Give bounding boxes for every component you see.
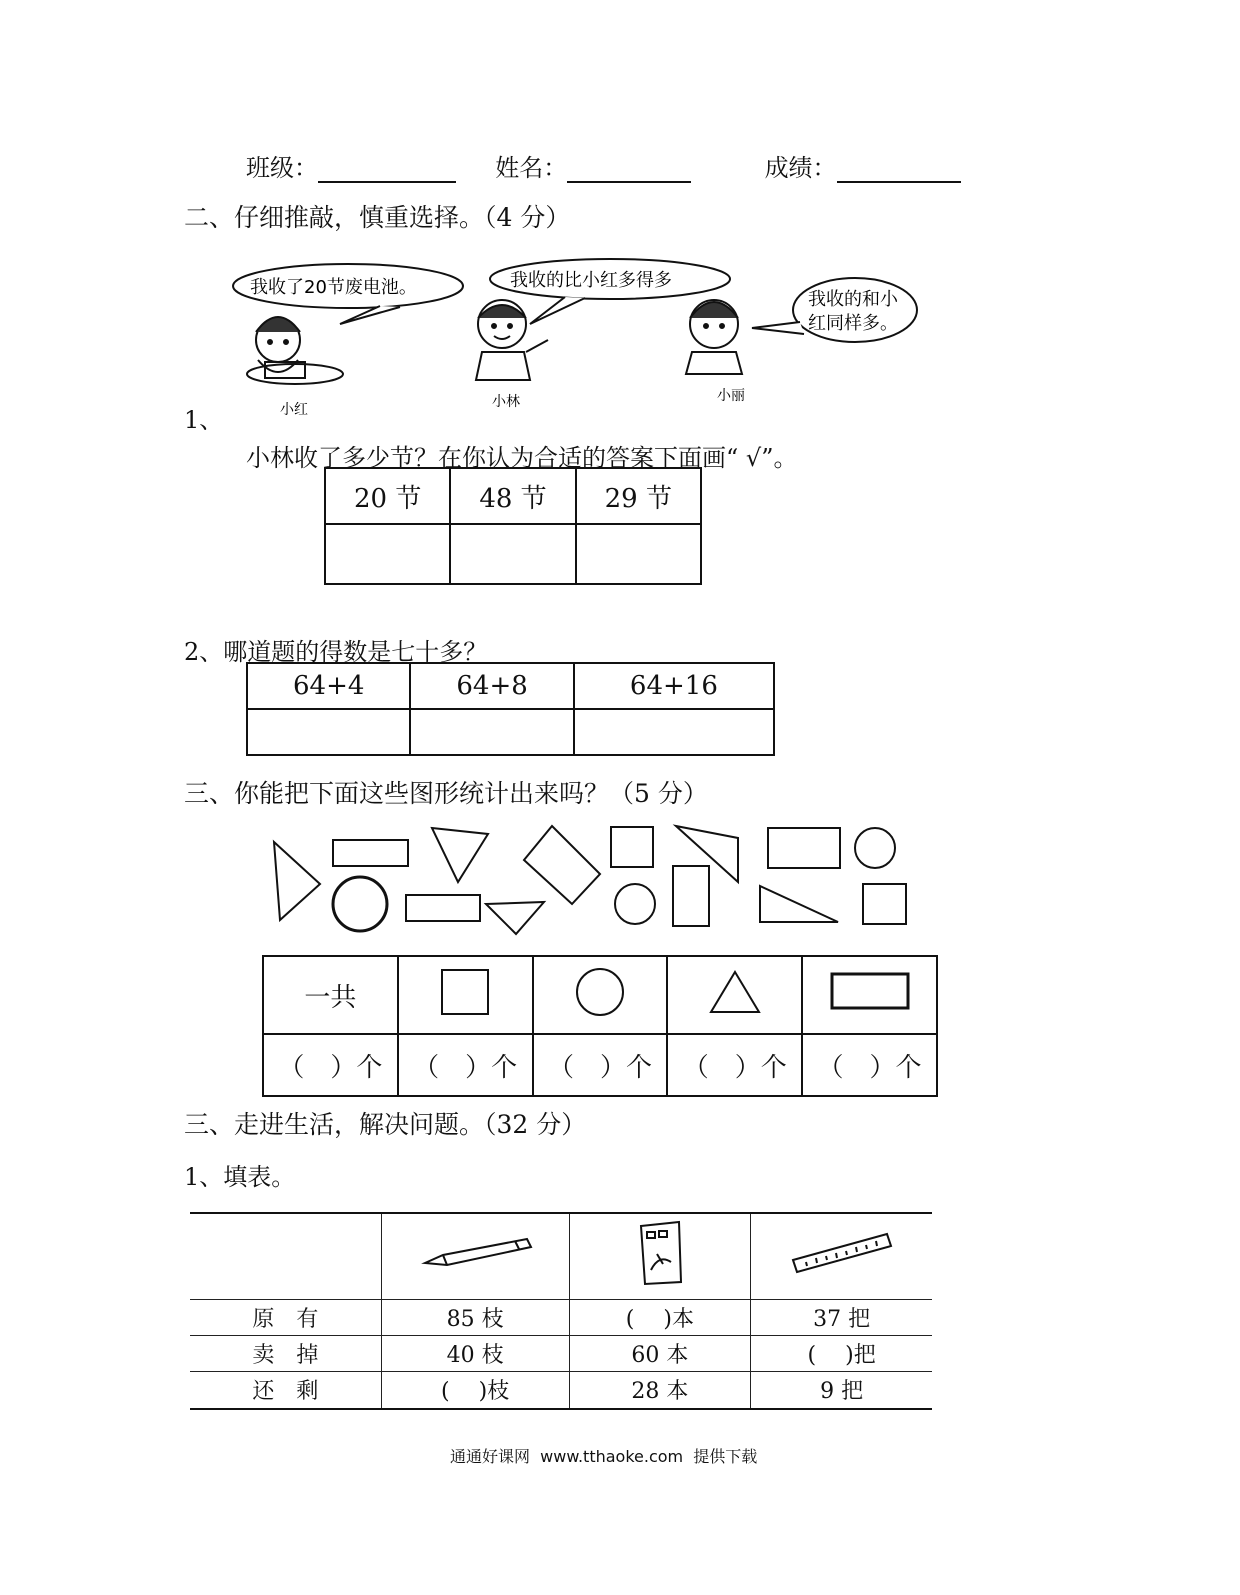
cell-sold-notebook: 60 本 — [569, 1335, 751, 1371]
cell-original-pencil: 85 枝 — [381, 1299, 569, 1335]
q1-answer-cell-2[interactable] — [450, 524, 575, 584]
q1-answer-cell-1[interactable] — [325, 524, 450, 584]
name-xiaohong: 小红 — [280, 402, 308, 418]
rectangle-shape — [333, 840, 408, 866]
square-shape — [863, 884, 906, 924]
pencil-icon — [415, 1233, 535, 1273]
row-label-sold: 卖 掉 — [190, 1335, 381, 1371]
cell-original-notebook[interactable]: ( )本 — [569, 1299, 751, 1335]
q1-option-1: 20 节 — [325, 468, 450, 524]
pencil-header — [381, 1213, 569, 1299]
notebook-header — [569, 1213, 751, 1299]
count-cell-rectangle[interactable]: （ ）个 — [802, 1034, 937, 1096]
cell-sold-ruler[interactable]: ( )把 — [751, 1335, 932, 1371]
triangle-shape — [676, 826, 738, 882]
triangle-header — [667, 956, 802, 1034]
name-field[interactable] — [567, 153, 691, 183]
score-label: 成绩： — [764, 154, 837, 182]
count-cell-square[interactable]: （ ）个 — [398, 1034, 533, 1096]
row-label-original: 原 有 — [190, 1299, 381, 1335]
corner-cell — [190, 1213, 381, 1299]
girl-xiaoli-icon — [686, 300, 742, 374]
q2-option-2: 64+8 — [410, 663, 573, 709]
triangle-icon — [708, 969, 762, 1015]
ruler-icon — [787, 1228, 897, 1278]
name-xiaolin: 小林 — [492, 394, 520, 410]
square-header — [398, 956, 533, 1034]
q2-answer-cell-2[interactable] — [410, 709, 573, 755]
square-shape — [611, 827, 653, 867]
bubble-text-2: 我收的比小红多得多 — [510, 270, 672, 291]
count-cell-circle[interactable]: （ ）个 — [533, 1034, 668, 1096]
q2-question: 2、哪道题的得数是七十多？ — [184, 638, 488, 666]
q1-answer-cell-3[interactable] — [576, 524, 701, 584]
cell-sold-pencil: 40 枝 — [381, 1335, 569, 1371]
circle-shape — [333, 877, 387, 931]
triangle-shape — [274, 842, 320, 920]
total-header: 一共 — [263, 956, 398, 1034]
section3b-q1: 1、填表。 — [184, 1163, 296, 1191]
square-icon — [440, 968, 490, 1016]
cell-remaining-pencil[interactable]: ( )枝 — [381, 1371, 569, 1409]
circle-shape — [615, 884, 655, 924]
triangle-shape — [760, 886, 838, 922]
row-label-remaining: 还 剩 — [190, 1371, 381, 1409]
q2-option-3: 64+16 — [574, 663, 774, 709]
rectangle-shape — [524, 826, 600, 904]
section3a-title: 三、你能把下面这些图形统计出来吗？（5 分） — [184, 779, 708, 808]
circle-icon — [574, 966, 626, 1018]
q1-question: 小林收了多少节？在你认为合适的答案下面画“ √”。 — [246, 444, 798, 472]
kids-illustration — [230, 252, 930, 422]
name-label: 姓名： — [495, 154, 568, 182]
bubble-text-1: 我收了20节废电池。 — [250, 277, 417, 298]
notebook-icon — [635, 1218, 685, 1288]
shapes-area — [260, 820, 940, 940]
cell-remaining-notebook: 28 本 — [569, 1371, 751, 1409]
q1-number: 1、 — [184, 406, 224, 434]
stationery-table — [190, 1212, 932, 1410]
triangle-shape — [432, 828, 488, 882]
q2-answer-cell-3[interactable] — [574, 709, 774, 755]
q1-answer-table — [324, 467, 702, 585]
circle-header — [533, 956, 668, 1034]
header-row — [246, 148, 961, 183]
cell-original-ruler: 37 把 — [751, 1299, 932, 1335]
count-cell-triangle[interactable]: （ ）个 — [667, 1034, 802, 1096]
rectangle-icon — [830, 972, 910, 1012]
section2-title: 二、仔细推敲，慎重选择。（4 分） — [184, 203, 571, 232]
girl-xiaohong-icon — [247, 317, 343, 384]
q1-option-2: 48 节 — [450, 468, 575, 524]
q1-option-3: 29 节 — [576, 468, 701, 524]
bubble-text-3b: 红同样多。 — [808, 313, 898, 334]
shape-count-table — [262, 955, 938, 1097]
q2-answer-table — [246, 662, 775, 756]
class-field[interactable] — [318, 153, 456, 183]
footer-text: 通通好课网 www.tthaoke.com 提供下载 — [450, 1447, 758, 1466]
rectangle-shape — [768, 828, 840, 868]
q2-answer-cell-1[interactable] — [247, 709, 410, 755]
count-cell-total[interactable]: （ ）个 — [263, 1034, 398, 1096]
section3b-title: 三、走进生活，解决问题。（32 分） — [184, 1110, 587, 1139]
rectangle-header — [802, 956, 937, 1034]
class-label: 班级： — [246, 154, 318, 182]
score-field[interactable] — [837, 153, 961, 183]
name-xiaoli: 小丽 — [717, 388, 745, 404]
boy-xiaolin-icon — [476, 300, 548, 380]
triangle-shape — [486, 902, 544, 934]
cell-remaining-ruler: 9 把 — [751, 1371, 932, 1409]
rectangle-shape — [673, 866, 709, 926]
rectangle-shape — [406, 895, 480, 921]
ruler-header — [751, 1213, 932, 1299]
circle-shape — [855, 828, 895, 868]
q2-option-1: 64+4 — [247, 663, 410, 709]
bubble-text-3a: 我收的和小 — [808, 289, 898, 310]
